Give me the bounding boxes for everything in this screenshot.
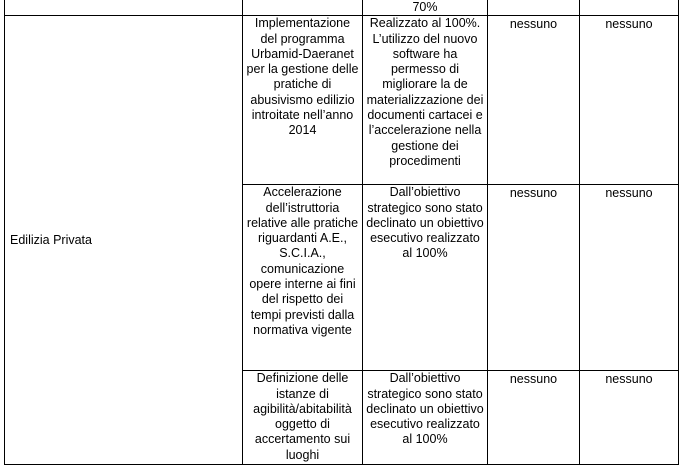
col4-value: nessuno (509, 372, 558, 387)
col5-value: nessuno (605, 186, 653, 201)
table-cell (243, 0, 363, 16)
table-row (5, 0, 679, 16)
col4-value: nessuno (509, 186, 558, 201)
objective-text: Accelerazione dell’istruttoria relative alle pratiche riguardanti A.E., S.C.I.A., comunicazione opere interne ai fini del rispetto dei tempi previsti dalla normativa vigente (246, 185, 359, 337)
objective-cell (243, 16, 363, 185)
result-text: Realizzato al 100%. L’utilizzo del nuovo software ha permesso di migliorare la de materializzazione dei documenti cartacei e l’accelerazione nella gestione dei procedimenti (366, 16, 484, 168)
objectives-table (4, 0, 679, 465)
area-label: Edilizia Privata (10, 232, 92, 247)
col5-cell (580, 185, 679, 371)
table-row (5, 16, 679, 185)
percent-cell (363, 0, 488, 16)
percent-value: 70% (412, 0, 438, 14)
col5-cell (580, 16, 679, 185)
area-cell (5, 16, 243, 465)
col4-cell (488, 371, 580, 465)
result-text: Dall’obiettivo strategico sono stato declinato un obiettivo esecutivo realizzato al 100% (366, 185, 484, 261)
col5-value: nessuno (605, 372, 653, 387)
col5-value: nessuno (605, 17, 653, 32)
table-cell (5, 0, 243, 16)
col4-cell (488, 185, 580, 371)
objective-cell (243, 185, 363, 371)
col4-value: nessuno (509, 17, 558, 32)
objective-text: Definizione delle istanze di agibilità/abitabilità oggetto di accertamento sui luoghi (253, 371, 352, 462)
result-cell (363, 16, 488, 185)
objective-text: Implementazione del programma Urbamid-Daeranet per la gestione delle pratiche di abusivismo edilizio introitate nell’anno 2014 (246, 16, 359, 138)
table-cell (488, 0, 580, 16)
col4-cell (488, 16, 580, 185)
result-cell (363, 185, 488, 371)
result-text: Dall’obiettivo strategico sono stato declinato un obiettivo esecutivo realizzato al 100% (366, 371, 484, 447)
table-cell (580, 0, 679, 16)
result-cell (363, 371, 488, 465)
objective-cell (243, 371, 363, 465)
col5-cell (580, 371, 679, 465)
